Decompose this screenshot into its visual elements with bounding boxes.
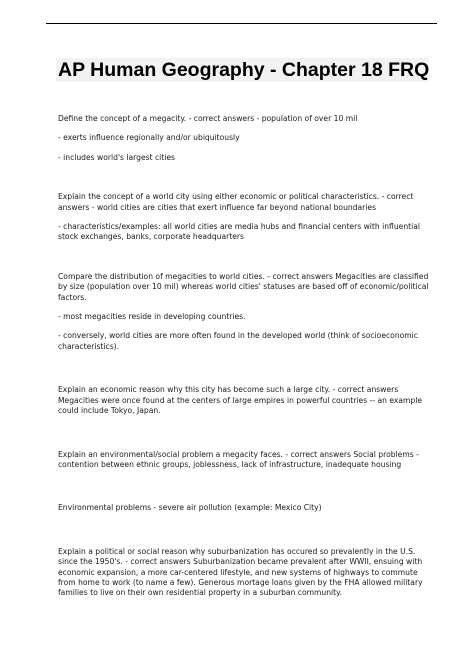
entry-spacer — [58, 523, 430, 547]
paragraph: - most megacities reside in developing countries. — [58, 312, 246, 322]
qa-entry-environmental-problem — [58, 503, 430, 513]
entry-spacer — [58, 252, 430, 272]
entry-spacer — [58, 479, 430, 503]
document-content — [58, 114, 430, 608]
qa-entry-world-city — [58, 192, 430, 243]
qa-entry-megacity — [58, 114, 430, 163]
paragraph: Define the concept of a megacity. - correct answers - population of over 10 mil — [58, 114, 358, 123]
paragraph: - characteristics/examples: all world cities are media hubs and financial centers with influential stock exchanges, banks, corporate headquarters — [58, 222, 420, 242]
paragraph: Explain a political or social reason why suburbanization has occured so prevalently in the U.S. since the 1950's. - correct answers Suburbanization became prevalent after WWII, ensuing with economic expansion, a more car-centered lifestyle, and new systems of highways to commute from home to work (to name a few). Generous mortage loans given by the FHA allowed military families to live on their own residential property in a suburban community. — [58, 546, 423, 598]
entry-spacer — [58, 426, 430, 450]
qa-entry-economic-reason — [58, 385, 430, 416]
paragraph: Explain the concept of a world city using either economic or political characteristics. - correct answers - world cities are cities that exert influence far beyond national boundaries — [58, 192, 414, 212]
paragraph: - conversely, world cities are more often found in the developed world (think of socioeconomic characteristics). — [58, 331, 418, 351]
qa-entry-distribution — [58, 272, 430, 352]
entry-spacer — [58, 172, 430, 192]
page-title: AP Human Geography - Chapter 18 FRQ — [58, 59, 430, 81]
paragraph: Explain an economic reason why this city has become such a large city. - correct answers Megacities were once found at the centers of large empires in powerful countries -- an example could include Tokyo, Japan. — [58, 385, 423, 416]
paragraph: Environmental problems - severe air pollution (example: Mexico City) — [58, 503, 322, 513]
top-divider — [46, 23, 437, 24]
paragraph: - exerts influence regionally and/or ubiquitously — [58, 133, 240, 143]
qa-entry-social-problem — [58, 450, 430, 471]
paragraph: Compare the distribution of megacities to world cities. - correct answers Megacities are classified by size (population over 10 mil) whereas world cities' statuses are based off of economic/political factors. — [58, 271, 429, 302]
entry-spacer — [58, 361, 430, 385]
paragraph: - includes world's largest cities — [58, 152, 175, 162]
paragraph: Explain an environmental/social problem a megacity faces. - correct answers Social problems - contention between ethnic groups, joblessness, lack of infrastructure, inadequate housing — [58, 449, 419, 469]
qa-entry-suburbanization — [58, 547, 430, 599]
